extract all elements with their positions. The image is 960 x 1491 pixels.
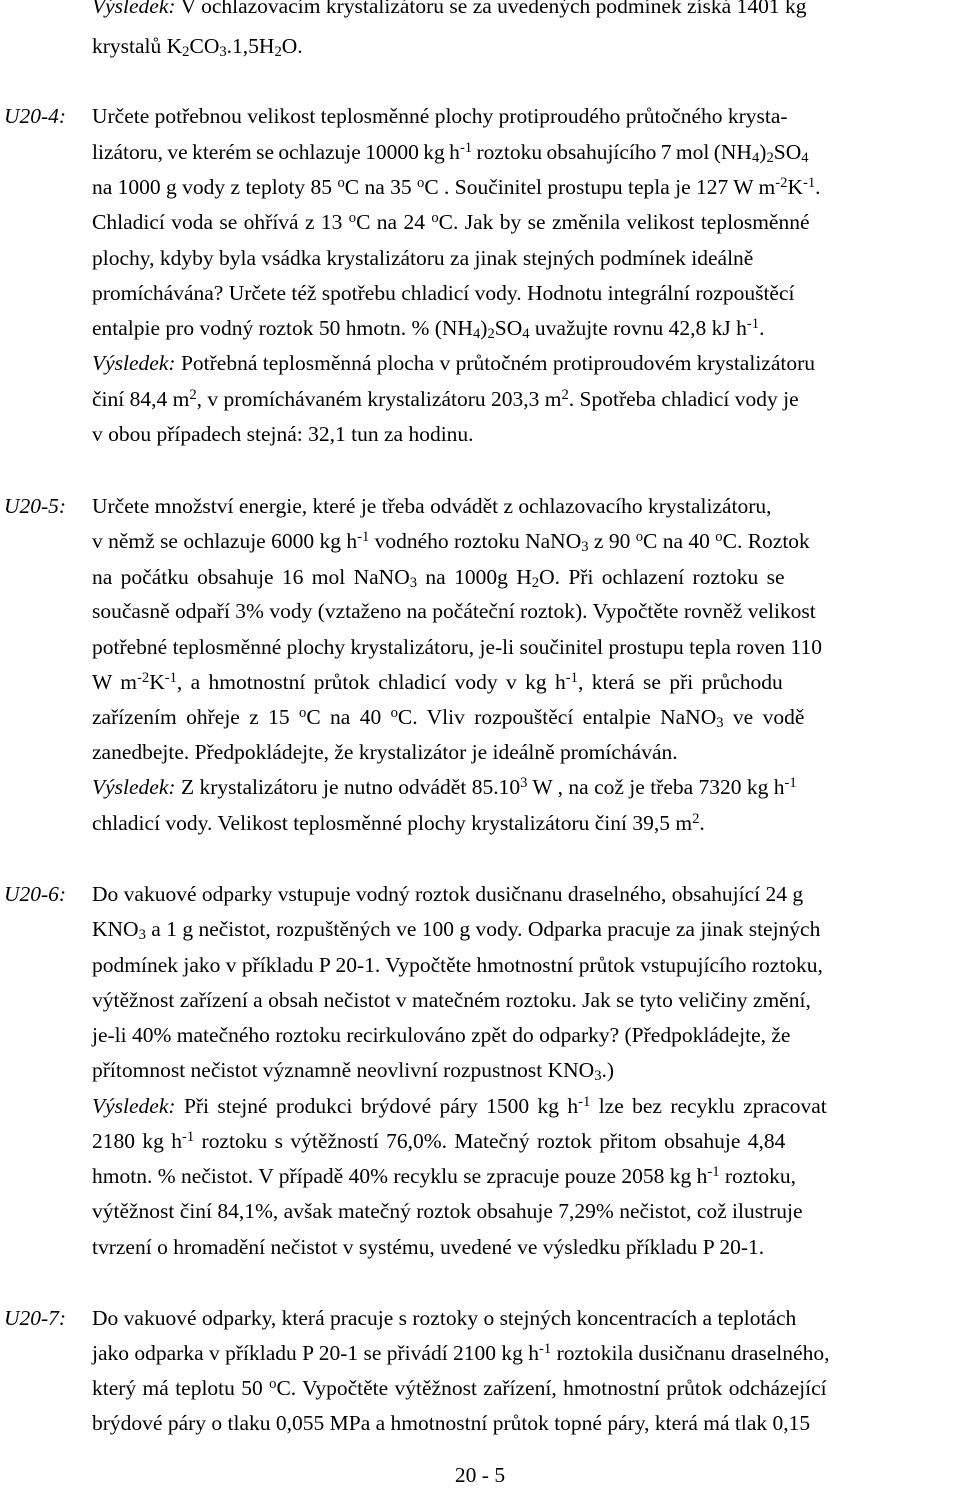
- problem-u20-5-line-4: současně odpaří 3% vody (vztaženo na počáteční roztok). Vypočtěte rovněž velikost: [92, 599, 816, 623]
- problem-u20-5-result-line-1: Výsledek: Z krystalizátoru je nutno odvádět 85.10$^3$ W , na což je třeba 7320 kg $h^{-1}$: [92, 775, 797, 799]
- problem-u20-7-line-1: Do vakuové odparky, která pracuje s roztoky o stejných koncentracích a teplotách: [92, 1306, 797, 1330]
- top-result-line-1: [92, 0, 954, 18]
- problem-id-u20-6: U20-6:: [4, 882, 67, 906]
- problem-u20-7-line-3: který má teplotu 50 $^o$C. Vypočtěte výtěžnost zařízení, hmotnostní průtok odcházející: [92, 1376, 827, 1400]
- problem-u20-6-line-4: výtěžnost zařízení a obsah nečistot v matečném roztoku. Jak se tyto veličiny změní,: [92, 988, 811, 1012]
- result-label: Výsledek:: [92, 351, 176, 375]
- problem-u20-6-result-line-1: Výsledek: Při stejné produkci brýdové páry 1500 kg $h^{-1}$ lze bez recyklu zpracovat: [92, 1094, 827, 1118]
- problem-u20-6-line-1: Do vakuové odparky vstupuje vodný roztok dusičnanu draselného, obsahující 24 g: [92, 882, 804, 906]
- problem-u20-6-result-line-2: 2180 kg $h^{-1}$ roztoku s výtěžností 76,0%. Matečný roztok přitom obsahuje 4,84: [92, 1129, 786, 1153]
- problem-id-u20-7: U20-7:: [4, 1306, 67, 1330]
- problem-u20-5-line-2: v němž se ochlazuje 6000 kg $h^{-1}$ vodného roztoku NaNO$_3$ z 90 $^o$C na 40 $^o$C. Roztok: [92, 529, 810, 556]
- problem-u20-7-line-2: jako odparka v příkladu P 20-1 se přivádí 2100 kg $h^{-1}$ roztokila dusičnanu draselného,: [92, 1341, 830, 1365]
- problem-u20-5-result-line-2: chladicí vody. Velikost teplosměnné plochy krystalizátoru činí 39,5 $m^2$.: [92, 811, 705, 835]
- problem-u20-4-result-line-3: v obou případech stejná: 32,1 tun za hodinu.: [92, 422, 474, 446]
- page-number: 20 - 5: [454, 1463, 506, 1487]
- result-label: Výsledek:: [92, 1094, 176, 1118]
- problem-u20-4-line-1: Určete potřebnou velikost teplosměnné plochy protiproudého průtočného krysta-: [92, 104, 788, 128]
- problem-u20-6-result-line-4: výtěžnost činí 84,1%, avšak matečný roztok obsahuje 7,29% nečistot, což ilustruje: [92, 1199, 803, 1223]
- problem-u20-5-line-7: zařízením ohřeje z 15 $^o$C na 40 $^o$C. Vliv rozpouštěcí entalpie NaNO$_3$ ve vodě: [92, 705, 805, 732]
- problem-u20-6-line-5: je-li 40% matečného roztoku recirkulováno zpět do odparky? (Předpokládejte, že: [92, 1023, 791, 1047]
- result-label: Výsledek:: [92, 0, 176, 18]
- top-result-line-2: krystalů $K_2CO_3.1,5H_2O$.: [92, 34, 303, 61]
- problem-u20-6-result-line-3: hmotn. % nečistot. V případě 40% recyklu se zpracuje pouze 2058 kg $h^{-1}$ roztoku,: [92, 1164, 796, 1188]
- problem-u20-4-line-3: na 1000 g vody z teploty 85 $^o$C na 35 $^o$C . Součinitel prostupu tepla je 127 W $m^{-2}K^{-1}$.: [92, 175, 821, 199]
- problem-id-u20-5: U20-5:: [4, 494, 67, 518]
- result-label: Výsledek:: [92, 775, 176, 799]
- problem-u20-6-result-line-5: tvrzení o hromadění nečistot v systému, uvedené ve výsledku příkladu P 20-1.: [92, 1235, 765, 1259]
- top-result-text-1: Výsledek: V ochlazovacím krystalizátoru se za uvedených podmínek získá 1401 kg: [92, 0, 806, 18]
- problem-u20-4-line-5: plochy, kdyby byla vsádka krystalizátoru za jinak stejných podmínek ideálně: [92, 246, 754, 270]
- problem-u20-5-line-6: W $m^{-2}K^{-1}$, a hmotnostní průtok chladicí vody v kg $h^{-1}$, která se při průchodu: [92, 670, 783, 694]
- problem-u20-6-line-6: přítomnost nečistot významně neovlivní rozpustnost $KNO_3$.): [92, 1058, 615, 1085]
- problem-u20-4-line-7: entalpie pro vodný roztok 50 hmotn. % $(NH_4)_2SO_4$ uvažujte rovnu 42,8 kJ $h^{-1}$.: [92, 316, 765, 343]
- problem-u20-5-line-1: Určete množství energie, které je třeba odvádět z ochlazovacího krystalizátoru,: [92, 494, 772, 518]
- problem-u20-4-result-line-1: Výsledek: Potřebná teplosměnná plocha v průtočném protiproudovém krystalizátoru: [92, 351, 816, 375]
- problem-u20-4-line-2: lizátoru, ve kterém se ochlazuje 10000 kg $h^{-1}$ roztoku obsahujícího 7 mol $(NH_4)_2SO_4$: [92, 140, 809, 167]
- problem-u20-6-line-3: podmínek jako v příkladu P 20-1. Vypočtěte hmotnostní průtok vstupujícího roztoku,: [92, 953, 823, 977]
- problem-id-u20-4: U20-4:: [4, 104, 67, 128]
- problem-u20-7-line-4: brýdové páry o tlaku 0,055 MPa a hmotnostní průtok topné páry, která má tlak 0,15: [92, 1411, 811, 1435]
- problem-u20-5-line-3: na počátku obsahuje 16 mol NaNO$_3$ na 1000g $H_2O$. Při ochlazení roztoku se: [92, 565, 785, 592]
- problem-u20-4-result-line-2: činí 84,4 $m^2$, v promíchávaném krystalizátoru 203,3 $m^2$. Spotřeba chladicí vody je: [92, 387, 799, 411]
- problem-u20-5-line-5: potřebné teplosměnné plochy krystalizátoru, je-li součinitel prostupu tepla roven 110: [92, 635, 823, 659]
- problem-u20-6-line-2: $KNO_3$ a 1 g nečistot, rozpuštěných ve 100 g vody. Odparka pracuje za jinak stejných: [92, 917, 821, 944]
- problem-u20-5-line-8: zanedbejte. Předpokládejte, že krystalizátor je ideálně promícháván.: [92, 740, 678, 764]
- problem-u20-4-line-6: promíchávána? Určete též spotřebu chladicí vody. Hodnotu integrální rozpouštěcí: [92, 281, 795, 305]
- problem-u20-4-line-4: Chladicí voda se ohřívá z 13 $^o$C na 24 $^o$C. Jak by se změnila velikost teplosměnné: [92, 210, 810, 234]
